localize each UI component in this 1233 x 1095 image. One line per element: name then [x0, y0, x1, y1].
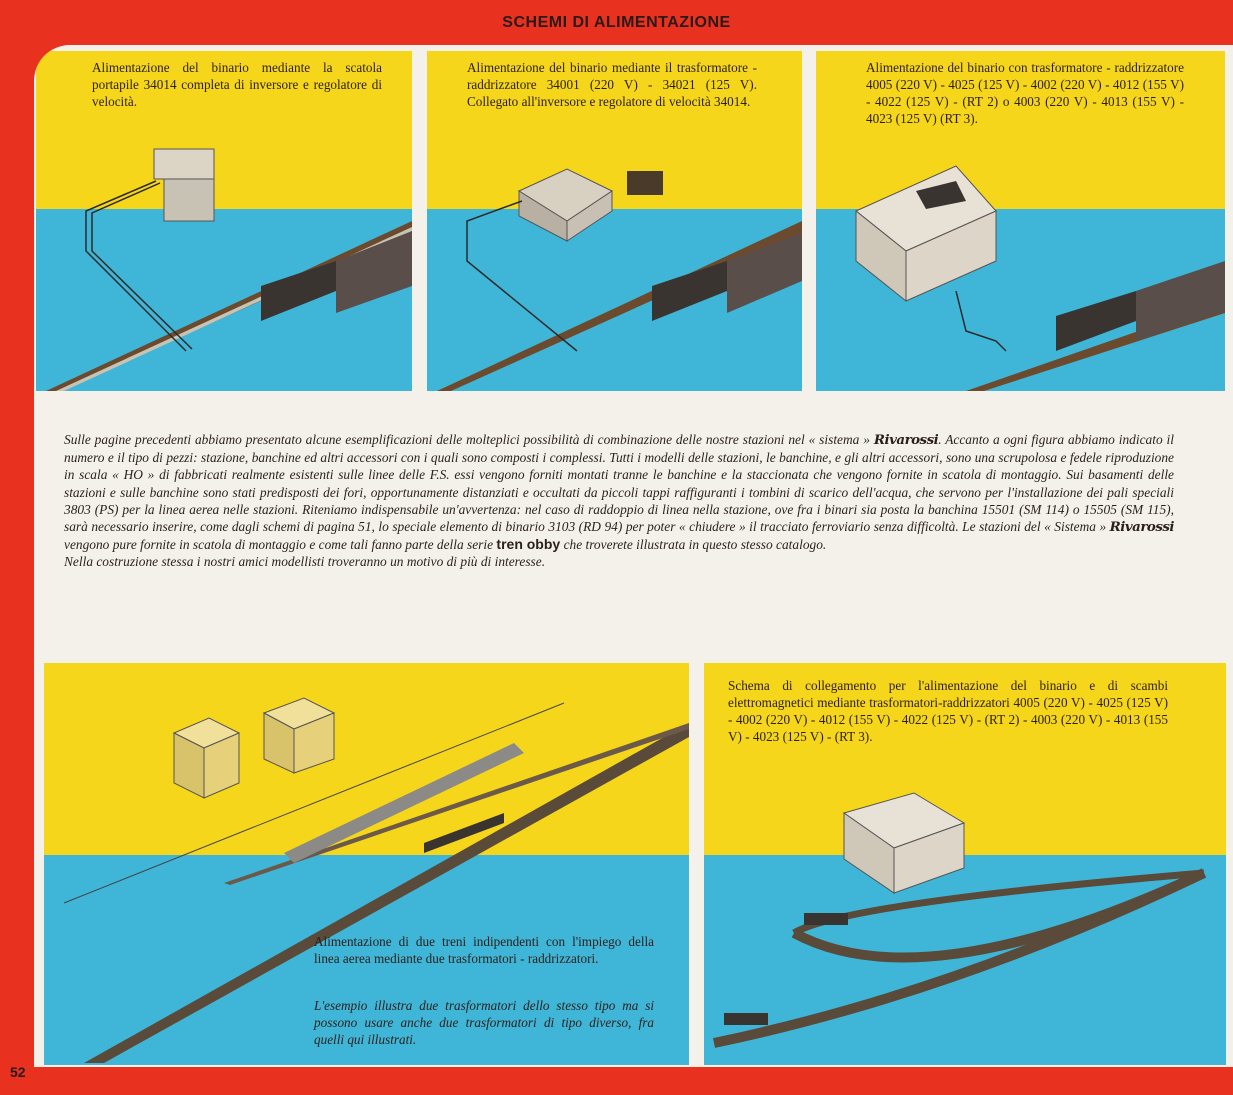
body-closing: Nella costruzione stessa i nostri amici modellisti troveranno un motivo di più di interesse.	[64, 554, 546, 570]
battery-box-icon	[154, 149, 214, 221]
transformer-icon	[264, 698, 334, 773]
panel-switches	[704, 663, 1226, 1065]
panel-caption: Alimentazione del binario mediante la scatola portapile 34014 completa di inversore e regolatore di velocità.	[92, 60, 382, 109]
transformer-icon	[844, 793, 964, 893]
transformer-icon	[856, 166, 996, 301]
panel-caption: Alimentazione di due treni indipendenti con l'impiego della linea aerea mediante due trasformatori - raddrizzatori.	[314, 934, 654, 966]
page-number: 52	[10, 1064, 26, 1080]
content-sheet	[34, 45, 1233, 1067]
switch-motor-icon	[724, 913, 848, 1025]
panel-note: L'esempio illustra due trasformatori dello stesso tipo ma si possono usare anche due trasformatori di tipo diverso, fra quelli qui illustrati.	[314, 998, 654, 1047]
locomotive-icon	[652, 233, 802, 321]
transformer-icon	[519, 169, 612, 241]
page-title: SCHEMI DI ALIMENTAZIONE	[502, 14, 731, 31]
locomotive-icon	[1056, 261, 1225, 351]
panel-transformer	[816, 51, 1225, 391]
panel-battery-box	[36, 51, 412, 391]
body-text	[64, 431, 1174, 571]
locomotive-icon	[261, 231, 412, 321]
track-icon	[714, 873, 1204, 1043]
transformer-icon	[174, 718, 239, 798]
brand-logo: Rivarossi	[873, 432, 939, 448]
body-paragraph: Sulle pagine precedenti abbiamo presentato alcune esemplificazioni delle molteplici possibilità di combinazione delle nostre stazioni nel « sistema » Rivarossi. Accanto a ogni figura abbiamo indicato il numero e il tipo di pezzi: stazione, banchine ed altri accessori con i quali sono composti i complessi. Tutti i modelli delle stazioni, le banchine, e gli altri accessori, sono una scrupolosa e fedele riproduzione in scala « HO » di fabbricati realmente esistenti sulle linee delle F.S. essi vengono forniti montati tranne le banchine e la staccionata che vengono fornite in scatola di montaggio. Sui basamenti delle stazioni e sulle banchine sono stati predisposti dei fori, opportunamente distanziati e occultati da piccoli tappi raffiguranti i tombini di scarico dell'acqua, che servono per l'installazione dei pali speciali 3803 (PS) per la linea aerea nelle stazioni. Riteniamo indispensabile un'avvertenza: nel caso di raddoppio di linea nella stazione, ove fra i binari sia posta la banchina 15501 (SM 114) o 15505 (SM 115), sarà necessario inserire, come dagli schemi di pagina 51, lo speciale elemento di binario 3103 (RD 94) per poter « chiudere » il tracciato ferroviario senza difficoltà. Le stazioni del « Sistema » Rivarossi vengono pure fornite in scatola di montaggio e come tali fanno parte della serie tren obby che troverete illustrata in questo stesso catalogo.	[64, 432, 1174, 553]
panel-caption: Alimentazione del binario mediante il trasformatore - raddrizzatore 34001 (220 V) - 34021 (125 V). Collegato all'inversore e regolatore di velocità 34014.	[467, 60, 757, 109]
brand-logo: Rivarossi	[1109, 519, 1174, 536]
track-icon	[46, 221, 412, 391]
panel-rectifier	[427, 51, 802, 391]
controller-icon	[627, 171, 663, 195]
trenobby-logo: tren obby	[496, 536, 561, 553]
track-icon	[437, 221, 802, 391]
panel-caption: Alimentazione del binario con trasformatore - raddrizzatore 4005 (220 V) - 4025 (125 V) - 4002 (220 V) - 4012 (155 V) - 4022 (125 V) - (RT 2) o 4003 (220 V) - 4013 (155 V) - 4023 (125 V) (RT 3).	[866, 60, 1184, 126]
panel-two-trains	[44, 663, 689, 1065]
panel-caption: Schema di collegamento per l'alimentazione del binario e di scambi elettromagnetici mediante trasformatori-raddrizzatori 4005 (220 V) - 4025 (125 V) - 4002 (220 V) - 4012 (155 V) - 4022 (125 V) - (RT 2) - 4003 (220 V) - 4013 (155 V) - 4023 (125 V) - (RT 3).	[728, 678, 1168, 744]
